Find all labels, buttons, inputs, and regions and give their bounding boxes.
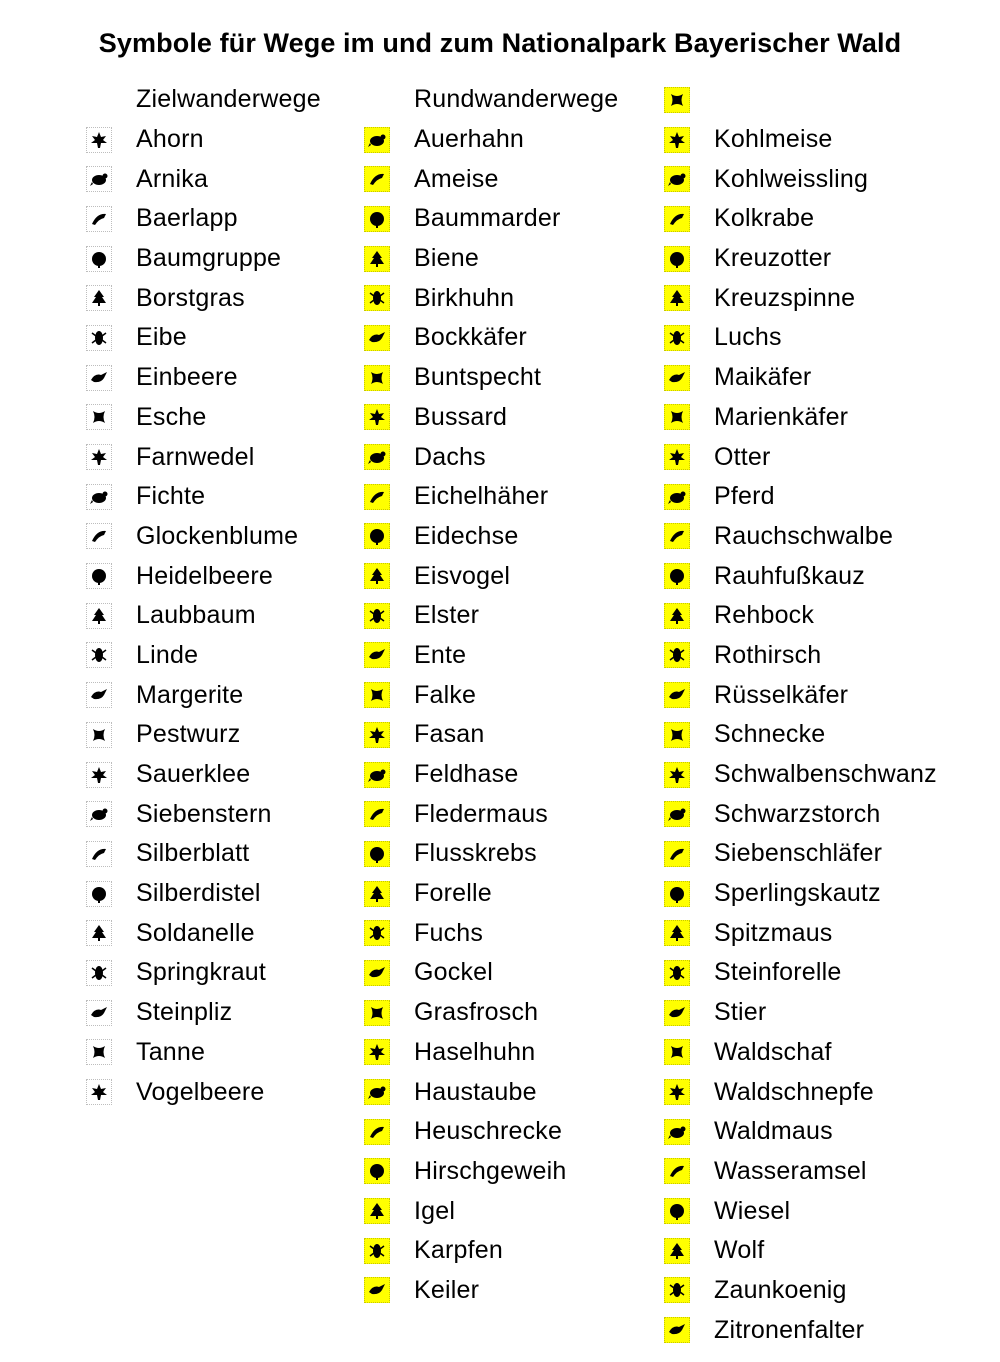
list-item-label: Fledermaus (414, 799, 548, 828)
list-item-label: Rothirsch (714, 640, 822, 669)
starflower-icon (86, 801, 112, 827)
list-item (86, 199, 356, 239)
list-item (664, 1231, 1000, 1271)
list-item (664, 239, 1000, 279)
list-item (664, 755, 1000, 795)
list-item-label: Forelle (414, 879, 492, 908)
column-rundwanderwege (364, 80, 654, 1310)
hazel-grouse-icon (364, 1039, 390, 1065)
list-item-label: Fichte (136, 482, 206, 511)
list-item-label: Ahorn (136, 125, 204, 154)
list-item (86, 874, 356, 914)
list-item (86, 239, 356, 279)
list-item-label: Vogelbeere (136, 1077, 265, 1106)
dipper-icon (664, 1158, 690, 1184)
list-item (364, 120, 654, 160)
horse-icon (664, 484, 690, 510)
raven-icon (664, 206, 690, 232)
bellflower-icon (86, 523, 112, 549)
list-item (364, 199, 654, 239)
list-item (364, 1231, 654, 1271)
list-item-label: Baumgruppe (136, 244, 282, 273)
list-item-label: Rauhfußkauz (714, 561, 865, 590)
list-item (86, 596, 356, 636)
list-item (86, 1072, 356, 1112)
stork-icon (664, 801, 690, 827)
list-item-label: Schwalbenschwanz (714, 760, 937, 789)
list-item-label: Arnika (136, 164, 209, 193)
list-item (364, 517, 654, 557)
list-item (86, 318, 356, 358)
list-item-label: Kreuzotter (714, 244, 832, 273)
list-item (86, 993, 356, 1033)
list-item-label: Spitzmaus (714, 918, 833, 947)
list-item-label: Baummarder (414, 204, 561, 233)
linden-leaf-icon (86, 642, 112, 668)
list-item (364, 437, 654, 477)
list-item (364, 636, 654, 676)
list-item (364, 913, 654, 953)
list-item (664, 596, 1000, 636)
list-item (364, 318, 654, 358)
column-heading-row (664, 80, 1000, 120)
list-item-label: Buntspecht (414, 363, 542, 392)
list-item-label: Wasseramsel (714, 1156, 867, 1185)
list-item-label: Esche (136, 402, 207, 431)
list-item (664, 1033, 1000, 1073)
list-item-label: Eichelhäher (414, 482, 549, 511)
list-item (364, 675, 654, 715)
list-item-label: Waldschnepfe (714, 1077, 874, 1106)
antler-icon (364, 1158, 390, 1184)
longhorn-beetle-icon (364, 325, 390, 351)
list-item-label: Grasfrosch (414, 998, 539, 1027)
maple-leaf-icon (86, 127, 112, 153)
list-item (664, 1191, 1000, 1231)
list-item-label: Eidechse (414, 521, 519, 550)
list-item (664, 398, 1000, 438)
ant-icon (364, 166, 390, 192)
list-item (664, 358, 1000, 398)
list-item-label: Luchs (714, 323, 782, 352)
list-item-label: Elster (414, 601, 480, 630)
list-item-label: Zitronenfalter (714, 1315, 865, 1344)
list-item (664, 556, 1000, 596)
list-item-label: Maikäfer (714, 363, 812, 392)
list-item (364, 1152, 654, 1192)
butterbur-leaf-icon (86, 722, 112, 748)
list-item (364, 715, 654, 755)
jay-icon (364, 484, 390, 510)
otter-icon (664, 444, 690, 470)
list-item (664, 517, 1000, 557)
list-item (86, 159, 356, 199)
silver-thistle-icon (86, 881, 112, 907)
column-heading-row (86, 80, 356, 120)
sheep-icon (664, 1039, 690, 1065)
pheasant-icon (364, 722, 390, 748)
list-item (86, 755, 356, 795)
list-item-label: Kreuzspinne (714, 283, 856, 312)
list-item (664, 953, 1000, 993)
pigeon-icon (364, 1079, 390, 1105)
wood-sorrel-icon (86, 762, 112, 788)
roe-buck-icon (664, 603, 690, 629)
list-item (664, 913, 1000, 953)
list-item-label: Steinpliz (136, 998, 233, 1027)
list-item (364, 1112, 654, 1152)
deciduous-tree-icon (86, 603, 112, 629)
list-item (664, 318, 1000, 358)
list-item-label: Kohlweissling (714, 164, 869, 193)
list-item (86, 120, 356, 160)
list-item-label: Silberdistel (136, 879, 261, 908)
fox-icon (364, 920, 390, 946)
carp-icon (364, 1238, 390, 1264)
daisy-icon (86, 682, 112, 708)
yew-branch-icon (86, 325, 112, 351)
list-item-label: Silberblatt (136, 839, 250, 868)
list-item (86, 556, 356, 596)
list-item-label: Pferd (714, 482, 775, 511)
page-title: Symbole für Wege im und zum Nationalpark Bayerischer Wald (98, 28, 902, 58)
hare-icon (364, 762, 390, 788)
list-item (364, 1072, 654, 1112)
list-item-label: Stier (714, 998, 767, 1027)
list-item-label: Kolkrabe (714, 204, 815, 233)
list-item-label: Heidelbeere (136, 561, 274, 590)
lizard-icon (364, 523, 390, 549)
rooster-icon (364, 960, 390, 986)
wolf-icon (664, 1238, 690, 1264)
weevil-icon (664, 682, 690, 708)
list-item-label: Heuschrecke (414, 1117, 563, 1146)
list-item-label: Haselhuhn (414, 1037, 536, 1066)
list-item-label: Siebenschläfer (714, 839, 883, 868)
list-item (364, 755, 654, 795)
clubmoss-icon (86, 206, 112, 232)
crayfish-icon (364, 841, 390, 867)
brimstone-butterfly-icon (664, 1317, 690, 1343)
list-item-label: Soldanelle (136, 918, 255, 947)
list-item-label: Ente (414, 640, 467, 669)
list-item-label: Falke (414, 680, 477, 709)
list-item-label: Rehbock (714, 601, 815, 630)
list-item (664, 199, 1000, 239)
spider-icon (664, 285, 690, 311)
list-item (664, 794, 1000, 834)
list-item (364, 953, 654, 993)
arnica-flower-icon (86, 166, 112, 192)
buzzard-icon (364, 404, 390, 430)
list-item-label: Kohlmeise (714, 125, 833, 154)
list-item-label: Fuchs (414, 918, 484, 947)
list-item-label: Tanne (136, 1037, 206, 1066)
list-item (364, 239, 654, 279)
list-item (664, 874, 1000, 914)
cockchafer-icon (664, 365, 690, 391)
list-item (86, 953, 356, 993)
column-rundwanderwege-continued (664, 80, 1000, 1350)
owl-icon (664, 563, 690, 589)
fir-branch-icon (86, 1039, 112, 1065)
list-item (664, 159, 1000, 199)
list-item (364, 794, 654, 834)
list-item (86, 715, 356, 755)
list-item (86, 913, 356, 953)
bat-icon (364, 801, 390, 827)
list-item (364, 596, 654, 636)
list-item (664, 675, 1000, 715)
list-item (86, 477, 356, 517)
wood-mouse-icon (664, 1119, 690, 1145)
list-item-label: Schnecke (714, 720, 826, 749)
list-item (86, 1033, 356, 1073)
list-item-label: Dachs (414, 442, 486, 471)
shrew-icon (664, 920, 690, 946)
list-item-label: Eibe (136, 323, 187, 352)
list-item-label: Igel (414, 1196, 456, 1225)
swallowtail-icon (664, 762, 690, 788)
list-item-label: Linde (136, 640, 199, 669)
list-item-label: Karpfen (414, 1236, 503, 1265)
list-item (86, 358, 356, 398)
red-deer-icon (664, 642, 690, 668)
list-item (664, 120, 1000, 160)
list-item (364, 1271, 654, 1311)
list-item-label: Wiesel (714, 1196, 791, 1225)
list-item-label: Fasan (414, 720, 485, 749)
list-item-label: Bussard (414, 402, 508, 431)
list-item-label: Waldmaus (714, 1117, 833, 1146)
list-item (664, 1112, 1000, 1152)
magpie-icon (364, 603, 390, 629)
list-item (664, 1271, 1000, 1311)
list-item-label: Sauerklee (136, 760, 251, 789)
list-item (664, 477, 1000, 517)
frog-icon (364, 1000, 390, 1026)
black-grouse-icon (364, 285, 390, 311)
list-item-label: Hirschgeweih (414, 1156, 567, 1185)
snowbell-icon (86, 920, 112, 946)
pygmy-owl-icon (664, 881, 690, 907)
adder-icon (664, 246, 690, 272)
list-item-label: Pestwurz (136, 720, 241, 749)
blueberry-icon (86, 563, 112, 589)
column-heading: Rundwanderwege (414, 85, 619, 114)
list-item-label: Laubbaum (136, 601, 256, 630)
list-item-label: Bockkäfer (414, 323, 527, 352)
list-item-label: Marienkäfer (714, 402, 849, 431)
list-item-label: Gockel (414, 958, 494, 987)
grasshopper-icon (364, 1119, 390, 1145)
woodcock-icon (664, 1079, 690, 1105)
ladybird-icon (664, 404, 690, 430)
dormouse-icon (664, 841, 690, 867)
column-zielwanderwege (86, 80, 356, 1112)
list-item-label: Borstgras (136, 283, 245, 312)
list-item (664, 437, 1000, 477)
list-item-label: Baerlapp (136, 204, 238, 233)
wren-icon (664, 1277, 690, 1303)
list-item (86, 834, 356, 874)
wild-boar-icon (364, 1277, 390, 1303)
hedgehog-icon (364, 1198, 390, 1224)
list-item (364, 477, 654, 517)
list-item-label: Einbeere (136, 363, 238, 392)
list-item (664, 1310, 1000, 1350)
snail-icon (664, 722, 690, 748)
list-item (86, 517, 356, 557)
list-item-label: Keiler (414, 1275, 480, 1304)
list-item (664, 834, 1000, 874)
list-item (86, 675, 356, 715)
list-item-label: Schwarzstorch (714, 799, 881, 828)
list-item (664, 1152, 1000, 1192)
brook-trout-icon (664, 960, 690, 986)
falcon-icon (364, 682, 390, 708)
list-item (664, 715, 1000, 755)
list-item-label: Rauchschwalbe (714, 521, 894, 550)
woodpecker-icon (364, 365, 390, 391)
list-item-label: Wolf (714, 1236, 765, 1265)
list-item (364, 556, 654, 596)
list-item (364, 358, 654, 398)
list-item-label: Sperlingskautz (714, 879, 881, 908)
mushroom-icon (86, 1000, 112, 1026)
column-heading-row (364, 80, 654, 120)
fern-frond-icon (86, 444, 112, 470)
list-item (364, 834, 654, 874)
list-item (86, 794, 356, 834)
rowan-berry-icon (86, 1079, 112, 1105)
list-item (364, 993, 654, 1033)
list-item-label: Farnwedel (136, 442, 255, 471)
bee-icon (364, 246, 390, 272)
ash-leaf-icon (86, 404, 112, 430)
list-item-label: Margerite (136, 680, 244, 709)
duck-icon (364, 642, 390, 668)
list-item (86, 278, 356, 318)
badger-icon (364, 444, 390, 470)
list-item-label: Haustaube (414, 1077, 537, 1106)
list-item (86, 398, 356, 438)
grass-tuft-icon (86, 285, 112, 311)
white-butterfly-icon (664, 166, 690, 192)
list-item (664, 993, 1000, 1033)
list-item (664, 636, 1000, 676)
list-item-label: Springkraut (136, 958, 267, 987)
tree-group-icon (86, 246, 112, 272)
list-item (664, 1072, 1000, 1112)
list-item-label: Flusskrebs (414, 839, 537, 868)
list-item-label: Rüsselkäfer (714, 680, 849, 709)
list-item (364, 159, 654, 199)
list-item-label: Biene (414, 244, 479, 273)
pine-marten-icon (364, 206, 390, 232)
balsam-icon (86, 960, 112, 986)
list-item-label: Glockenblume (136, 521, 299, 550)
honesty-plant-icon (86, 841, 112, 867)
spruce-tree-icon (86, 484, 112, 510)
capercaillie-icon (364, 127, 390, 153)
lynx-icon (664, 325, 690, 351)
list-item (86, 636, 356, 676)
list-item (364, 398, 654, 438)
list-item-label: Auerhahn (414, 125, 525, 154)
trout-icon (364, 881, 390, 907)
list-item (364, 1191, 654, 1231)
list-item-label: Siebenstern (136, 799, 272, 828)
list-item (86, 437, 356, 477)
bird-icon (664, 87, 690, 113)
great-tit-icon (664, 127, 690, 153)
kingfisher-icon (364, 563, 390, 589)
herb-paris-icon (86, 365, 112, 391)
list-item-label: Ameise (414, 164, 499, 193)
list-item-label: Otter (714, 442, 771, 471)
list-item-label: Steinforelle (714, 958, 842, 987)
column-heading: Zielwanderwege (136, 85, 321, 114)
bull-icon (664, 1000, 690, 1026)
list-item (364, 278, 654, 318)
list-item (364, 874, 654, 914)
list-item (364, 1033, 654, 1073)
list-item-label: Zaunkoenig (714, 1275, 847, 1304)
list-item (664, 278, 1000, 318)
list-item-label: Birkhuhn (414, 283, 515, 312)
list-item-label: Eisvogel (414, 561, 511, 590)
weasel-icon (664, 1198, 690, 1224)
swallow-icon (664, 523, 690, 549)
list-item-label: Waldschaf (714, 1037, 832, 1066)
list-item-label: Feldhase (414, 760, 519, 789)
